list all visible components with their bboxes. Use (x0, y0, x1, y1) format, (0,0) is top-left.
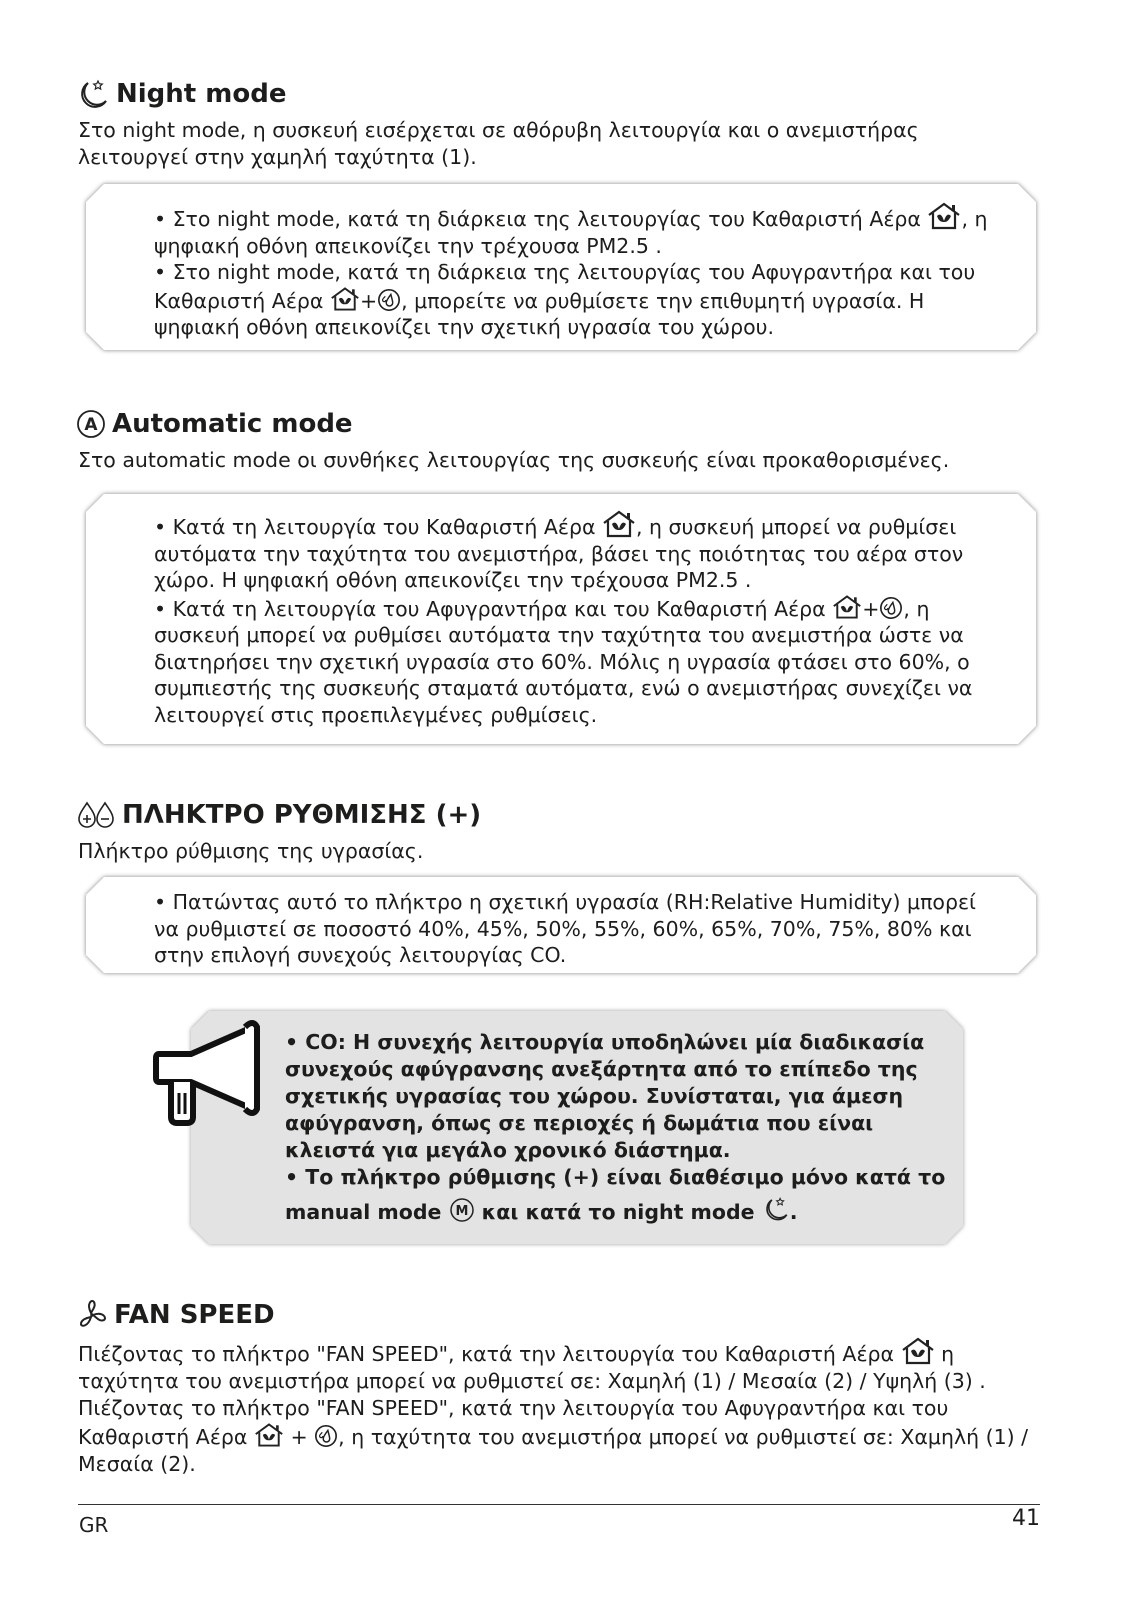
air-purifier-icon (832, 594, 862, 620)
fan-speed-text (78, 1337, 1028, 1478)
note-text (285, 1029, 945, 1226)
humidity-button-heading (76, 800, 481, 830)
night-bullet-line: Καθαριστή Αέρα + , μπορείτε να ρυθμίσετε την επιθυμητή υγρασία. Η (154, 286, 988, 315)
auto-bullet-line: αυτόματα την ταχύτητα του ανεμιστήρα, βάσει της ποιότητας του αέρα στον (154, 541, 964, 566)
fan-line: ταχύτητα του ανεμιστήρα μπορεί να ρυθμιστεί σε: Χαμηλή (1) / Μεσαία (2) / Υψηλή (3) . (78, 1369, 986, 1393)
svg-text:A: A (84, 415, 98, 435)
moon-icon (762, 1195, 790, 1223)
dehumidifier-icon (377, 288, 401, 312)
dehumidifier-icon (314, 1424, 338, 1448)
auto-bullet-line: διατηρήσει την σχετική υγρασία στο 60%. Μόλις η υγρασία φτάσει στο 60%, ο (154, 649, 970, 674)
night-mode-title: Night mode (116, 79, 287, 109)
note-line: αφύγρανση, όπως σε περιοχές ή δωμάτια που είναι (285, 1111, 874, 1135)
fan-line: Καθαριστή Αέρα + , η ταχύτητα του ανεμιστήρα μπορεί να ρυθμιστεί σε: Χαμηλή (1) / (78, 1422, 1028, 1451)
auto-bullet-1: • Κατά τη λειτουργία του Καθαριστή Αέρα , η συσκευή μπορεί να ρυθμίσει (154, 510, 972, 541)
dehumidifier-icon (879, 596, 903, 620)
note-line: σχετικής υγρασίας του χώρου. Συνίσταται, για άμεση (285, 1084, 904, 1108)
note-line: συνεχούς αφύγρανσης ανεξάρτητα από το επίπεδο της (285, 1057, 918, 1081)
air-purifier-icon (901, 1337, 935, 1365)
night-bullet-2: • Στο night mode, κατά τη διάρκεια της λειτουργίας του Αφυγραντήρα και του (154, 260, 976, 284)
auto-a-icon (76, 409, 106, 439)
auto-bullet-line: συσκευή μπορεί να ρυθμίσει αυτόματα την ταχύτητα του ανεμιστήρα ώστε να (154, 623, 964, 647)
note-line: • Το πλήκτρο ρύθμισης (+) είναι διαθέσιμο μόνο κατά το (285, 1165, 946, 1189)
fan-line: Μεσαία (2). (78, 1452, 196, 1476)
automatic-mode-box-text (154, 510, 972, 728)
note-line: • CO: Η συνεχής λειτουργία υποδηλώνει μία διαδικασία (285, 1030, 925, 1054)
humidity-bullet: • Πατώντας αυτό το πλήκτρο η σχετική υγρασία (RH:Relative Humidity) μπορεί (154, 890, 976, 914)
air-purifier-icon (602, 510, 636, 538)
footer-divider (78, 1504, 1040, 1505)
humidity-box-text (154, 889, 976, 969)
automatic-mode-title: Automatic mode (112, 409, 353, 439)
auto-bullet-line: συμπιεστής της συσκευής σταματά αυτόματα, ενώ ο ανεμιστήρας συνεχίζει να (154, 676, 973, 700)
page-number: 41 (1012, 1506, 1040, 1531)
fan-icon (76, 1299, 108, 1331)
note-line: κλειστά για μεγάλο χρονικό διάστημα. (285, 1138, 731, 1162)
humidity-bullet-line: να ρυθμιστεί σε ποσοστό 40%, 45%, 50%, 55%, 60%, 65%, 70%, 75%, 80% και (154, 916, 972, 941)
night-bullet-line: ψηφιακή οθόνη απεικονίζει την σχετική υγρασία του χώρου. (154, 315, 775, 339)
night-mode-intro (78, 117, 919, 171)
humidity-button-intro: Πλήκτρο ρύθμισης της υγρασίας. (78, 839, 424, 863)
fan-line: Πιέζοντας το πλήκτρο "FAN SPEED", κατά την λειτουργία του Καθαριστή Αέρα η (78, 1337, 1028, 1368)
note-line: manual mode M και κατά το night mode . (285, 1195, 945, 1226)
night-mode-box-text (154, 202, 988, 341)
night-bullet-1: • Στο night mode, κατά τη διάρκεια της λειτουργίας του Καθαριστή Αέρα , η (154, 202, 988, 233)
air-purifier-icon (254, 1422, 284, 1448)
automatic-mode-intro: Στο automatic mode οι συνθήκες λειτουργίας της συσκευής είναι προκαθορισμένες. (78, 448, 950, 472)
manual-m-icon (449, 1197, 475, 1223)
auto-bullet-2: • Κατά τη λειτουργία του Αφυγραντήρα και του Καθαριστή Αέρα + , η (154, 594, 972, 623)
auto-bullet-line: χώρο. Η ψηφιακή οθόνη απεικονίζει την τρέχουσα PM2.5 . (154, 568, 752, 592)
air-purifier-icon (330, 286, 360, 312)
humidity-button-title: ΠΛΗΚΤΡΟ ΡΥΘΜΙΣΗΣ (+) (122, 800, 482, 830)
night-intro-line: λειτουργεί στην χαμηλή ταχύτητα (1). (78, 145, 477, 169)
automatic-mode-heading (76, 409, 353, 439)
svg-text:M: M (455, 1204, 469, 1219)
night-bullet-line: ψηφιακή οθόνη απεικονίζει την τρέχουσα PM2.5 . (154, 233, 662, 258)
auto-bullet-line: λειτουργεί στις προεπιλεγμένες ρυθμίσεις. (154, 702, 598, 727)
fan-line: Πιέζοντας το πλήκτρο "FAN SPEED", κατά την λειτουργία του Αφυγραντήρα και του (78, 1396, 949, 1420)
moon-icon (76, 77, 110, 111)
footer-language: GR (79, 1513, 109, 1537)
humidity-plus-minus-icon (76, 800, 116, 830)
air-purifier-icon (927, 202, 961, 230)
megaphone-icon (153, 1011, 271, 1127)
fan-speed-heading (76, 1299, 275, 1331)
night-intro-line: Στο night mode, η συσκευή εισέρχεται σε αθόρυβη λειτουργία και ο ανεμιστήρας (78, 118, 919, 142)
night-mode-heading (76, 77, 286, 111)
humidity-bullet-line: στην επιλογή συνεχούς λειτουργίας CO. (154, 943, 567, 967)
fan-speed-title: FAN SPEED (114, 1300, 275, 1330)
